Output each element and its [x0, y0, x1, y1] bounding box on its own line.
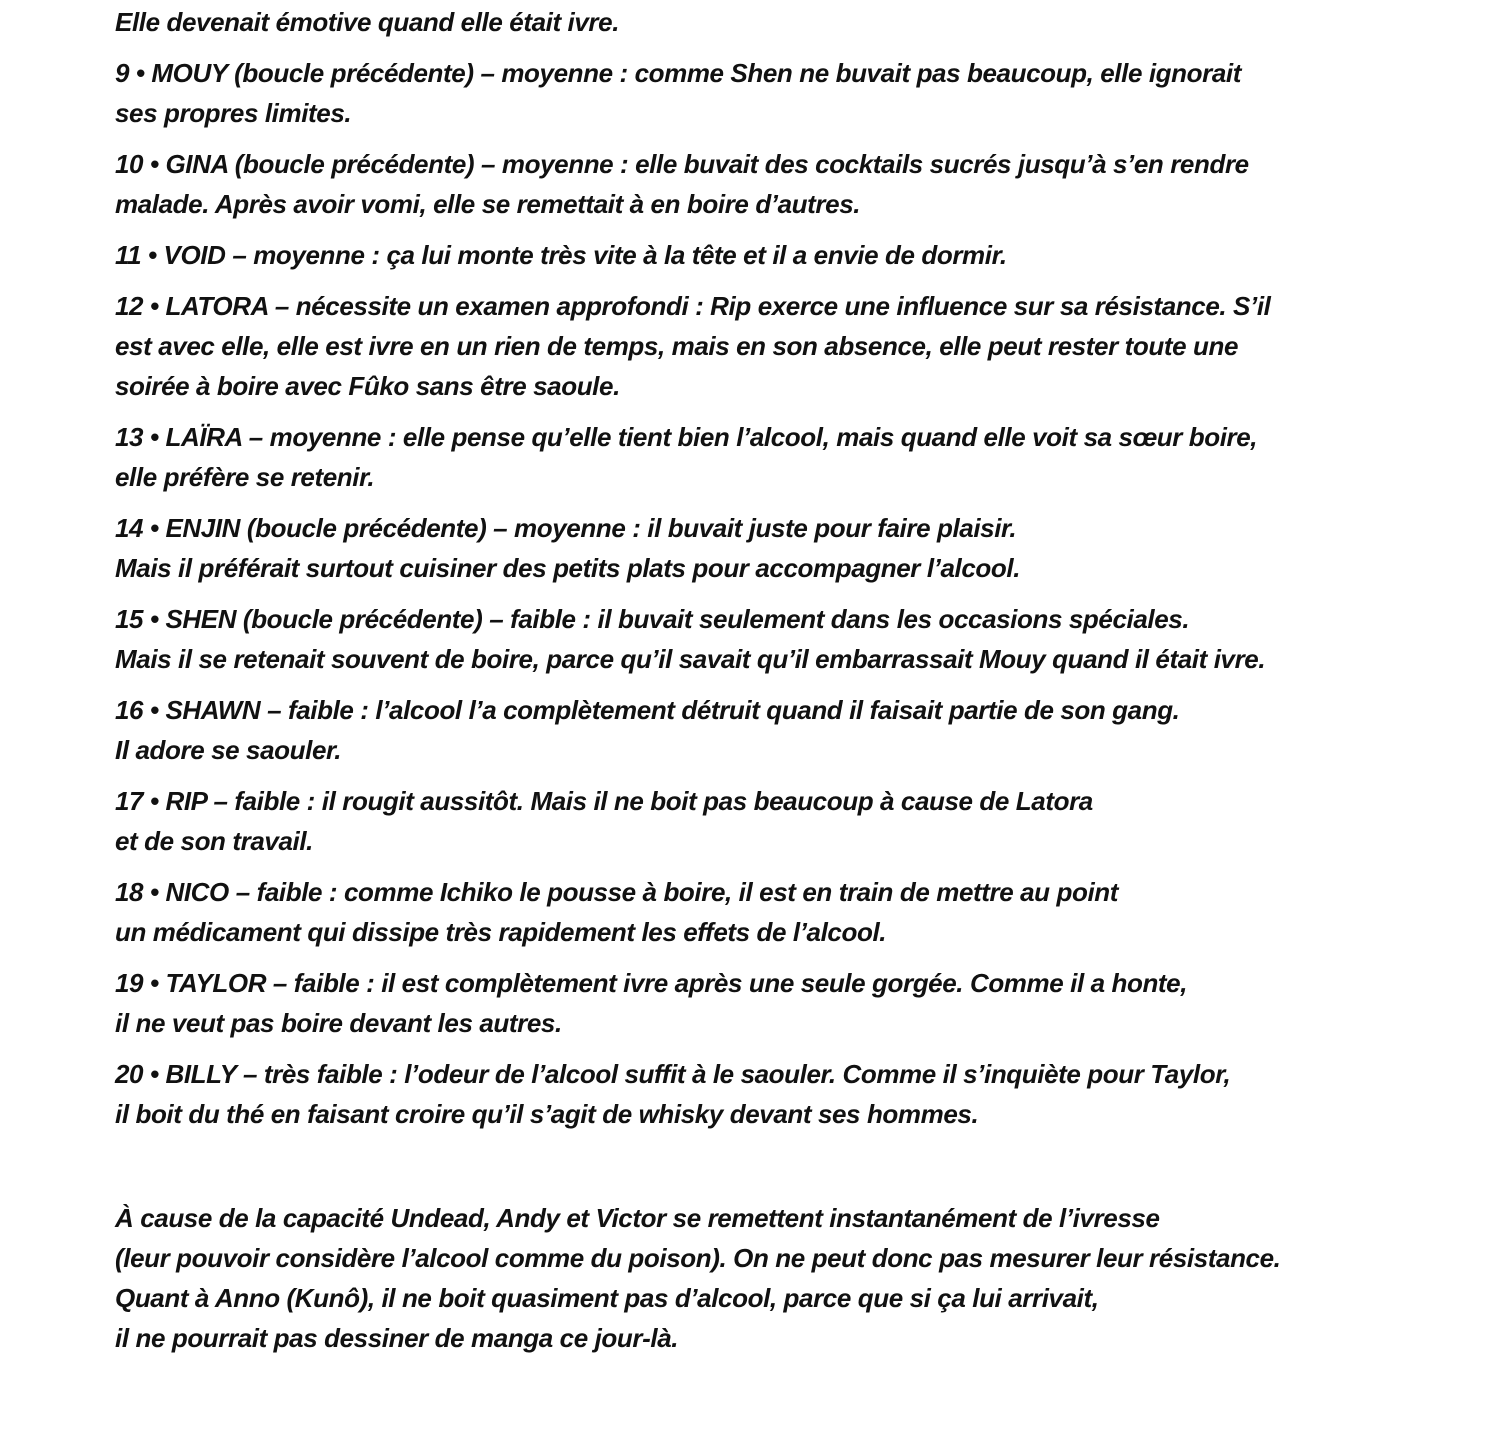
entry-line: il boit du thé en faisant croire qu’il s’agit de whisky devant ses hommes.	[115, 1099, 979, 1129]
intro-line: Elle devenait émotive quand elle était ivre.	[115, 7, 620, 37]
entry-line: Mais il se retenait souvent de boire, parce qu’il savait qu’il embarrassait Mouy quand il était ivre.	[115, 644, 1266, 674]
footer-paragraph	[115, 1198, 1440, 1358]
entry-line: soirée à boire avec Fûko sans être saoule.	[115, 371, 620, 401]
entry-line: malade. Après avoir vomi, elle se remettait à en boire d’autres.	[115, 189, 861, 219]
entry-line: 13 • LAÏRA – moyenne : elle pense qu’elle tient bien l’alcool, mais quand elle voit sa sœur boire,	[115, 422, 1258, 452]
entry-line: il ne veut pas boire devant les autres.	[115, 1008, 562, 1038]
entry-paragraph	[115, 599, 1440, 679]
entry-paragraph	[115, 1054, 1440, 1134]
entry-line: 11 • VOID – moyenne : ça lui monte très vite à la tête et il a envie de dormir.	[115, 240, 1007, 270]
entry-line: est avec elle, elle est ivre en un rien de temps, mais en son absence, elle peut rester toute une	[115, 331, 1238, 361]
entries	[115, 53, 1440, 1134]
entry-paragraph	[115, 872, 1440, 952]
entry-line: 16 • SHAWN – faible : l’alcool l’a complètement détruit quand il faisait partie de son gang.	[115, 695, 1180, 725]
entry-line: 17 • RIP – faible : il rougit aussitôt. Mais il ne boit pas beaucoup à cause de Latora	[115, 786, 1093, 816]
entry-paragraph	[115, 144, 1440, 224]
entry-line: 19 • TAYLOR – faible : il est complètement ivre après une seule gorgée. Comme il a honte,	[115, 968, 1188, 998]
entry-line: ses propres limites.	[115, 98, 352, 128]
entry-line: 15 • SHEN (boucle précédente) – faible : il buvait seulement dans les occasions spéciales.	[115, 604, 1190, 634]
entry-paragraph	[115, 235, 1440, 275]
entry-line: 10 • GINA (boucle précédente) – moyenne : elle buvait des cocktails sucrés jusqu’à s’en rendre	[115, 149, 1249, 179]
footer-line: À cause de la capacité Undead, Andy et Victor se remettent instantanément de l’ivresse	[115, 1203, 1160, 1233]
footer-line: Quant à Anno (Kunô), il ne boit quasiment pas d’alcool, parce que si ça lui arrivait,	[115, 1283, 1099, 1313]
entry-paragraph	[115, 508, 1440, 588]
entry-line: Il adore se saouler.	[115, 735, 342, 765]
entry-line: 14 • ENJIN (boucle précédente) – moyenne : il buvait juste pour faire plaisir.	[115, 513, 1017, 543]
entry-line: Mais il préférait surtout cuisiner des petits plats pour accompagner l’alcool.	[115, 553, 1021, 583]
entry-paragraph	[115, 781, 1440, 861]
entry-line: 9 • MOUY (boucle précédente) – moyenne : comme Shen ne buvait pas beaucoup, elle ignorait	[115, 58, 1241, 88]
footer-line: (leur pouvoir considère l’alcool comme du poison). On ne peut donc pas mesurer leur résistance.	[115, 1243, 1281, 1273]
entry-paragraph	[115, 286, 1440, 406]
footer-line: il ne pourrait pas dessiner de manga ce jour-là.	[115, 1323, 679, 1353]
entry-line: elle préfère se retenir.	[115, 462, 375, 492]
entry-paragraph	[115, 690, 1440, 770]
entry-paragraph	[115, 417, 1440, 497]
entry-line: et de son travail.	[115, 826, 313, 856]
entry-line: 12 • LATORA – nécessite un examen approfondi : Rip exerce une influence sur sa résistance. S’il	[115, 291, 1271, 321]
entry-paragraph	[115, 963, 1440, 1043]
entry-line: 20 • BILLY – très faible : l’odeur de l’alcool suffit à le saouler. Comme il s’inquiète pour Taylor,	[115, 1059, 1231, 1089]
entry-paragraph	[115, 53, 1440, 133]
entry-line: 18 • NICO – faible : comme Ichiko le pousse à boire, il est en train de mettre au point	[115, 877, 1119, 907]
entry-line: un médicament qui dissipe très rapidement les effets de l’alcool.	[115, 917, 887, 947]
